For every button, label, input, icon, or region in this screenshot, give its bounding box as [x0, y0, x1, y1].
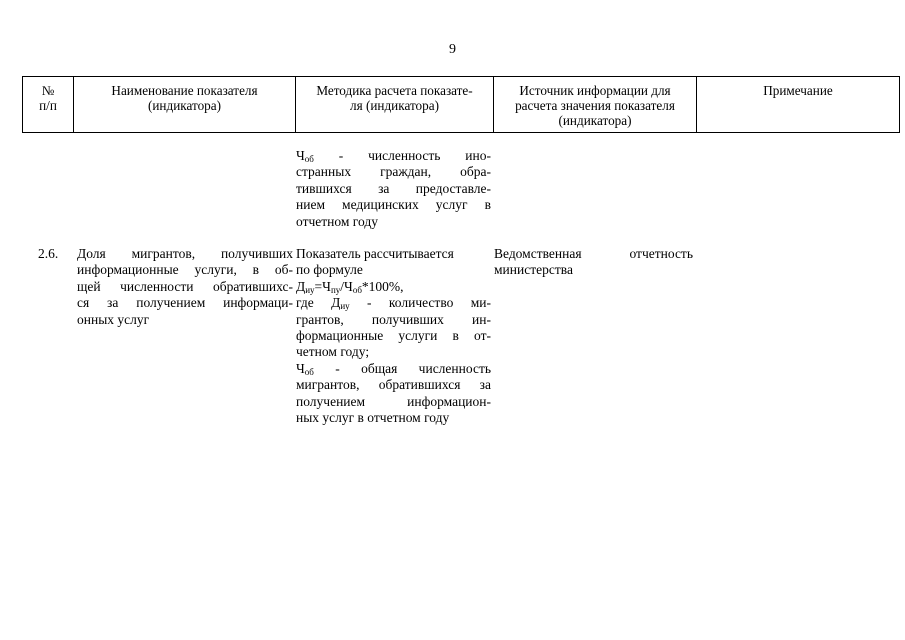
indicator-table-header: [22, 76, 900, 133]
method-line: где $Д_{иу}$ - количество ми-: [296, 295, 491, 312]
header-method: [296, 77, 494, 133]
name-line: щей численности обратившихс-: [77, 278, 293, 294]
name-line: информационные услуги, в об-: [77, 262, 293, 278]
method-line: по формуле: [296, 262, 363, 278]
header-method-line: ля (индикатора): [350, 98, 439, 113]
header-name-line: (индикатора): [147, 98, 221, 113]
method-line: формационные услуги в от-: [296, 328, 491, 344]
method-line: странных граждан, обра-: [296, 164, 491, 180]
calculation-method: [296, 246, 491, 426]
header-source-line: расчета значения показателя: [515, 98, 675, 113]
header-indicator-name: [74, 77, 296, 133]
method-line: нием медицинских услуг в: [296, 197, 491, 213]
page-number: 9: [449, 42, 456, 57]
continuation-method: [296, 148, 491, 230]
header-source-line: Источник информации для: [519, 83, 671, 98]
method-line: $Ч_{об}$ - общая численность: [296, 360, 491, 377]
header-number-line: п/п: [39, 98, 57, 113]
method-line: отчетном году: [296, 213, 378, 229]
method-line: получением информацион-: [296, 393, 491, 409]
header-note: [697, 77, 900, 133]
row-number: 2.6.: [38, 246, 59, 261]
header-name-line: Наименование показателя: [111, 83, 258, 98]
method-line: ных услуг в отчетном году: [296, 410, 450, 426]
information-source: [494, 246, 693, 279]
header-note-label: Примечание: [763, 83, 833, 98]
method-line: Показатель рассчитывается: [296, 246, 454, 261]
source-line: Ведомственная отчетность: [494, 246, 693, 261]
header-number: [23, 77, 74, 133]
header-source-line: (индикатора): [558, 113, 632, 128]
source-line: министерства: [494, 262, 573, 278]
method-line: $Ч_{об}$ - численность ино-: [296, 148, 491, 164]
method-line: четном году;: [296, 344, 370, 360]
formula: $Д_{иу}=Ч_{пу}/Ч_{об}*100\%$,: [296, 278, 404, 295]
header-source: [494, 77, 697, 133]
indicator-name: [77, 246, 293, 328]
method-line: мигрантов, обратившихся за: [296, 377, 491, 393]
name-line: ся за получением информаци-: [77, 295, 293, 311]
name-line: онных услуг: [77, 311, 150, 327]
name-line: Доля мигрантов, получивших: [77, 246, 293, 261]
header-row: [23, 77, 900, 133]
header-method-line: Методика расчета показате-: [316, 83, 473, 98]
method-line: грантов, получивших ин-: [296, 311, 491, 327]
header-number-line: №: [41, 83, 55, 98]
method-line: тившихся за предоставле-: [296, 180, 491, 196]
